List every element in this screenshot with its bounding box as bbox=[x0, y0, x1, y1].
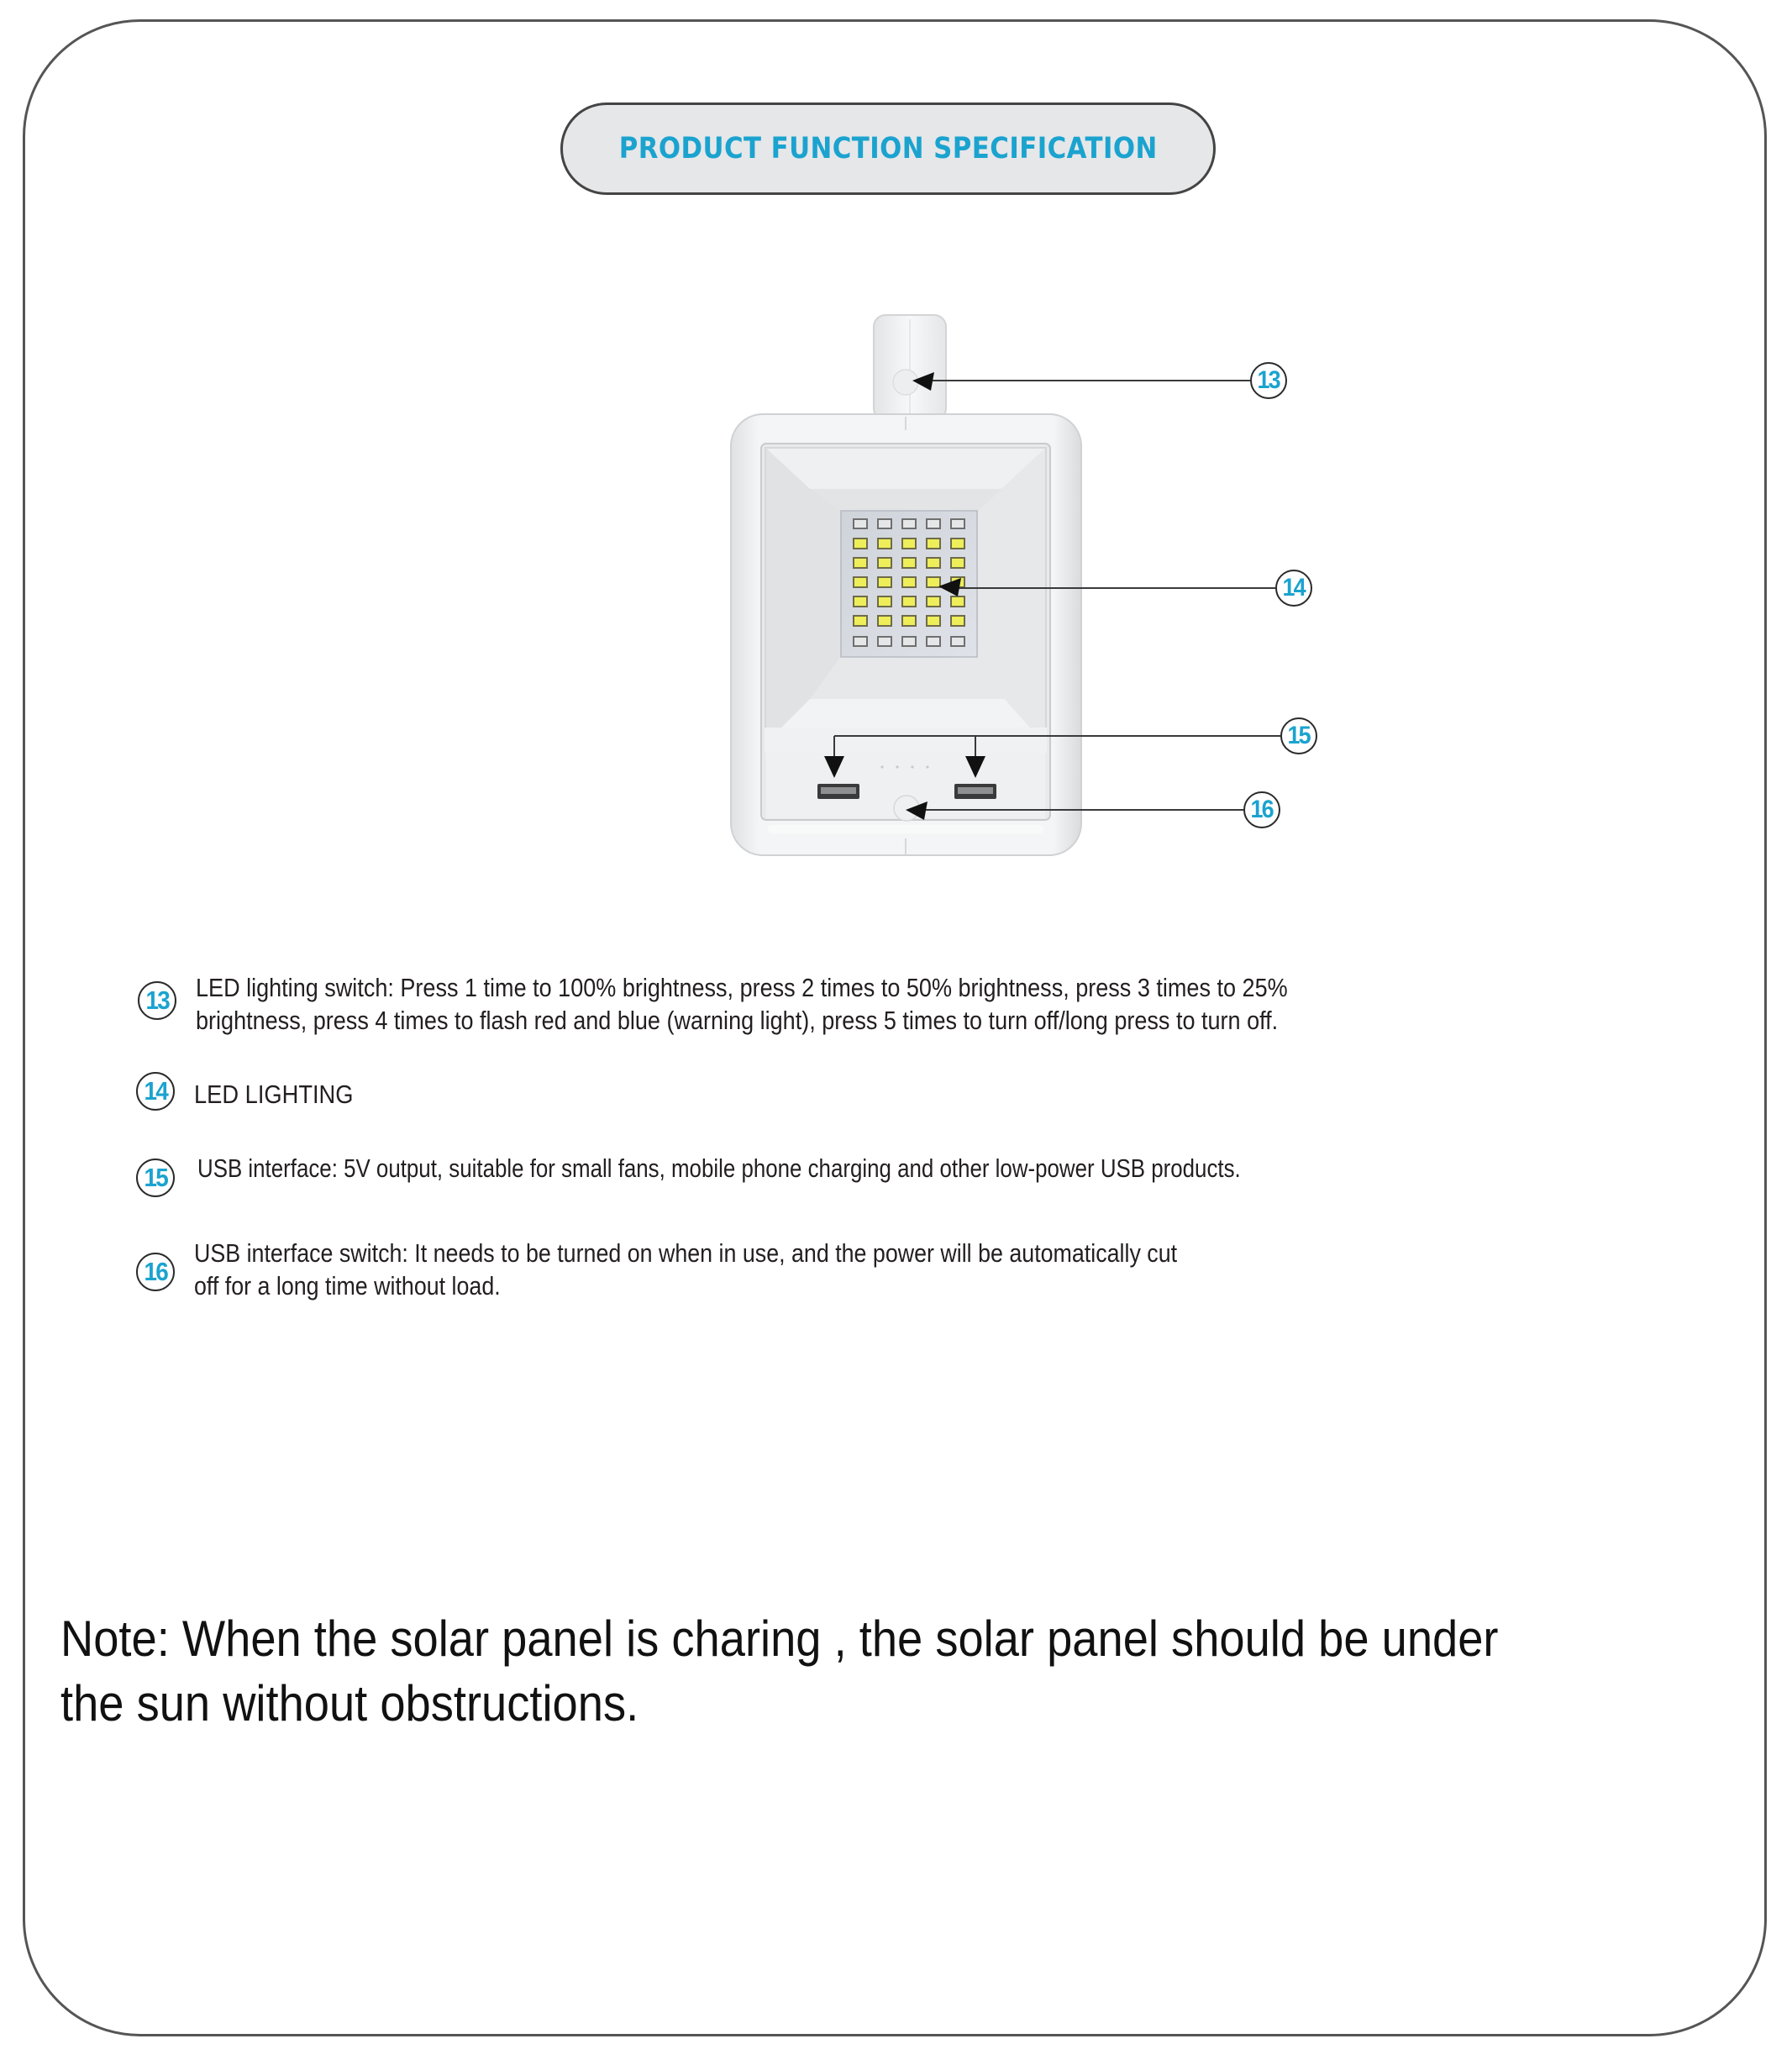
item-description: USB interface: 5V output, suitable for small fans, mobile phone charging and other low-power USB products. bbox=[197, 1153, 1241, 1183]
callout-15: 15 bbox=[1280, 717, 1317, 754]
section-title-badge bbox=[560, 102, 1216, 195]
section-title: PRODUCT FUNCTION SPECIFICATION bbox=[618, 132, 1158, 166]
item-description: LED LIGHTING bbox=[194, 1080, 354, 1109]
item-number-badge: 16 bbox=[136, 1253, 175, 1291]
item-number-badge: 15 bbox=[136, 1159, 175, 1197]
item-number-badge: 13 bbox=[138, 981, 176, 1020]
item-number-badge: 14 bbox=[136, 1072, 175, 1111]
callout-16: 16 bbox=[1243, 791, 1280, 828]
charging-note: Note: When the solar panel is charing , the solar panel should be under the sun without obstructions. bbox=[60, 1610, 1499, 1731]
item-description: USB interface switch: It needs to be turned on when in use, and the power will be automatically cut off for a long time without load. bbox=[194, 1238, 1178, 1300]
item-description: LED lighting switch: Press 1 time to 100% brightness, press 2 times to 50% brightness, press 3 times to 25% brightness, press 4 times to flash red and blue (warning light), press 5 times to turn off/long press to turn off. bbox=[196, 973, 1288, 1035]
callout-13: 13 bbox=[1250, 362, 1287, 399]
callout-14: 14 bbox=[1275, 570, 1312, 607]
